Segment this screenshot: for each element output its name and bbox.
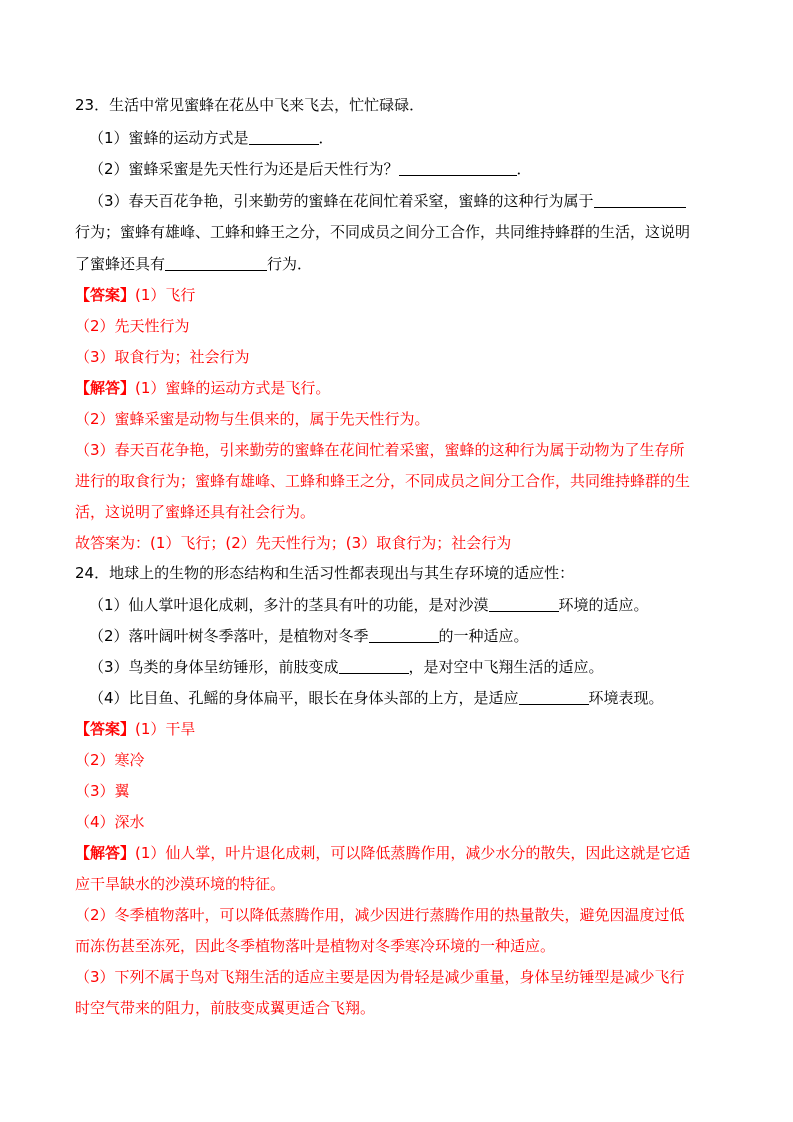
q23-sub1-text: （1）蜜蜂的运动方式是 [89,129,249,147]
q23-sub3-blank2 [165,254,267,271]
q24-sub3-blank [339,657,409,674]
q24-sub2-blank [369,626,439,643]
q23-answer-tag: 【答案】 [75,286,136,304]
q24-answer-tag: 【答案】 [75,720,136,738]
q23-sub1-end: ． [318,129,334,147]
q23-sub3-line3 [75,254,312,274]
q24-sub3 [89,657,604,677]
q24-sub4-blank [519,688,589,705]
q24-sub1-text-b: 环境的适应。 [558,596,649,614]
q23-explain-tag: 【解答】 [75,379,136,397]
q23-stem: 23．生活中常见蜜蜂在花丛中飞来飞去，忙忙碌碌． [75,96,425,114]
q23-sub1-blank [249,128,319,145]
q23-explain1-text: (1）蜜蜂的运动方式是飞行。 [135,379,331,397]
q24-explain-tag: 【解答】 [75,844,136,862]
q23-explain-3b: 进行的取食行为；蜜蜂有雄峰、工蜂和蜂王之分，不同成员之间分工合作，共同维持蜂群的生 [75,472,691,490]
q24-sub1 [89,595,649,615]
q24-sub2 [89,626,529,646]
q24-sub2-text-a: （2）落叶阔叶树冬季落叶，是植物对冬季 [89,627,369,645]
q24-sub4-text-b: 环境表现。 [588,689,664,707]
q23-sub2-end: ． [516,160,532,178]
q24-explain-1b: 应干旱缺水的沙漠环境的特征。 [75,875,286,893]
q23-sub3-text-c2: 行为． [267,255,313,273]
q24-sub3-text-a: （3）鸟类的身体呈纺锤形，前肢变成 [89,658,339,676]
q23-final-answer: 故答案为：(1）飞行；(2）先天性行为；(3）取食行为；社会行为 [75,534,512,552]
q24-sub4-text-a: （4）比目鱼、孔鳐的身体扁平，眼长在身体头部的上方，是适应 [89,689,519,707]
q24-sub3-text-b: ，是对空中飞翔生活的适应。 [408,658,604,676]
q23-sub3-blank1 [594,191,686,208]
q24-sub1-text-a: （1）仙人掌叶退化成刺，多汁的茎具有叶的功能，是对沙漠 [89,596,489,614]
q24-explain-2a: （2）冬季植物落叶，可以降低蒸腾作用，减少因进行蒸腾作用的热量散失，避免因温度过低 [75,906,685,924]
q23-sub2 [89,159,532,179]
q24-explain1-text: (1）仙人掌，叶片退化成刺，可以降低蒸腾作用，减少水分的散失，因此这就是它适 [135,844,691,862]
q23-sub1 [89,128,334,148]
q24-sub4 [89,688,664,708]
q24-explain-2b: 而冻伤甚至冻死，因此冬季植物落叶是植物对冬季寒冷环境的一种适应。 [75,937,556,955]
q24-explain-3b: 时空气带来的阻力，前肢变成翼更适合飞翔。 [75,999,376,1017]
q23-explain-3c: 活，这说明了蜜蜂还具有社会行为。 [75,503,316,521]
q24-sub1-blank [489,595,559,612]
q24-answer1-text: (1）干旱 [135,720,196,738]
q23-explain-1 [75,378,330,398]
q24-sub2-text-b: 的一种适应。 [438,627,529,645]
q24-answer-1 [75,719,195,739]
q24-answer-4: （4）深水 [75,813,145,831]
q24-explain-1a [75,843,690,863]
q23-answer-3: （3）取食行为；社会行为 [75,348,250,366]
q23-sub3-text-c1: 了蜜蜂还具有 [75,255,166,273]
q24-stem: 24．地球上的生物的形态结构和生活习性都表现出与其生存环境的适应性： [75,564,575,582]
q23-explain-3a: （3）春天百花争艳，引来勤劳的蜜蜂在花间忙着采蜜，蜜蜂的这种行为属于动物为了生存所 [75,441,685,459]
q23-explain-2: （2）蜜蜂采蜜是动物与生俱来的，属于先天性行为。 [75,410,430,428]
q24-answer-3: （3）翼 [75,782,130,800]
q24-answer-2: （2）寒冷 [75,751,145,769]
q23-sub2-text: （2）蜜蜂采蜜是先天性行为还是后天性行为？ [89,160,399,178]
q24-explain-3a: （3）下列不属于鸟对飞翔生活的适应主要是因为骨轻是减少重量，身体呈纺锤型是减少飞行 [75,968,685,986]
q23-answer-1 [75,285,195,305]
q23-answer1-text: (1）飞行 [135,286,196,304]
q23-sub3-line1 [89,191,686,211]
q23-sub2-blank [399,159,517,176]
q23-sub3-text-a: （3）春天百花争艳，引来勤劳的蜜蜂在花间忙着采窒，蜜蜂的这种行为属于 [89,192,594,210]
q23-answer-2: （2）先天性行为 [75,317,190,335]
q23-sub3-line2: 行为；蜜蜂有雄峰、工蜂和蜂王之分，不同成员之间分工合作，共同维持蜂群的生活，这说明 [75,223,691,241]
